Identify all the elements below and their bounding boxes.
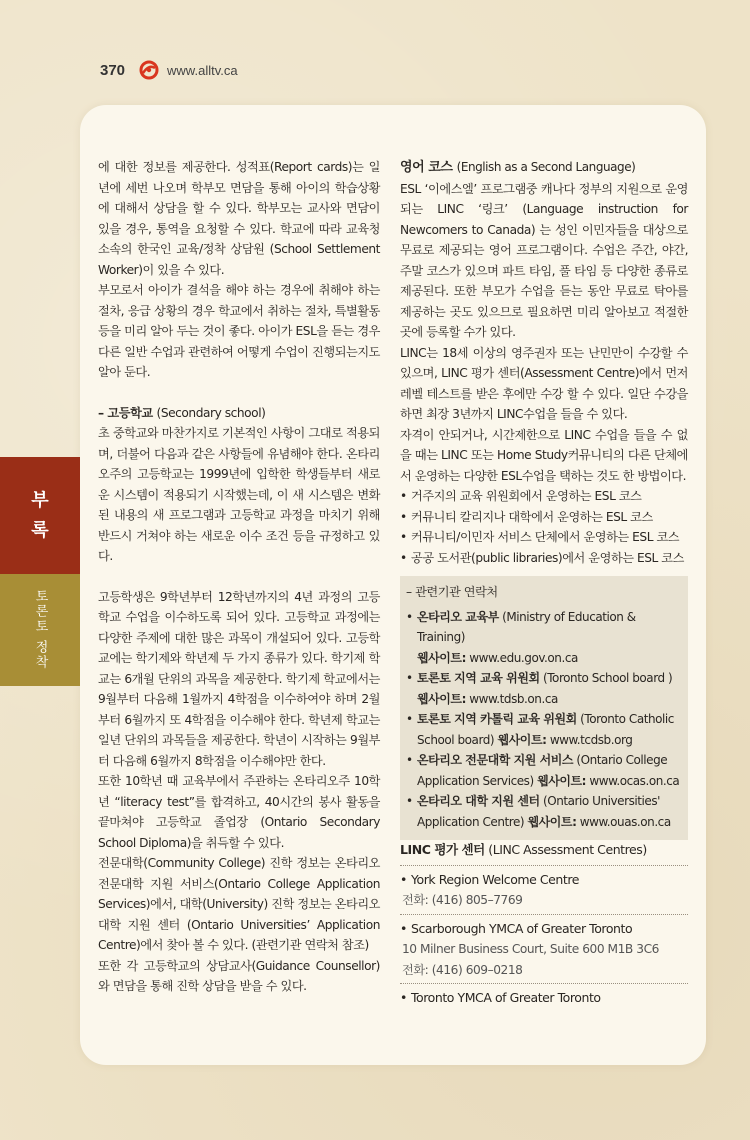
contact-name-en: (Toronto School board ) <box>542 671 673 685</box>
section-char-2: 록 <box>31 519 49 541</box>
heading-ko: – 고등학교 <box>98 405 153 420</box>
contacts-box <box>400 576 688 840</box>
centre-phone <box>400 890 688 911</box>
section-tab <box>0 457 80 574</box>
esl-option-list <box>400 486 688 568</box>
heading-en: (LINC Assessment Centres) <box>488 842 647 857</box>
left-column <box>98 157 380 997</box>
heading-ko: 영어 코스 <box>400 160 453 175</box>
list-item: • 공공 도서관(public libraries)에서 운영하는 ESL 코스 <box>400 548 688 569</box>
heading-en: (English as a Second Language) <box>456 160 636 174</box>
contact-name: 온타리오 전문대학 지원 서비스 <box>417 753 574 767</box>
contact-name-en: (Ministry of Education & Training) <box>417 609 636 644</box>
linc-heading <box>400 840 688 861</box>
page-header <box>100 58 238 82</box>
paragraph: 고등학생은 9학년부터 12학년까지의 4년 과정의 고등학교 수업을 이수하도록 되어 있다. 고등학교 과정에는 다양한 주제에 대한 많은 과목이 개설되어 있다. 고등학교에는 학기제와 학년제 두 가지 종류가 있다. 학기제 학교는 6개월 단위의 과목을 제공한다. 학기제 학교에서는 9월부터 다음해 1월까지 4학점을 이수하여야 하며 2월부터 6월까지 또 4학점을 이수해야 한다. 학년제 학교는 일년 단위의 과목들을 제공한다. 학년이 시작하는 9월부터 다음해 6월까지 8학점을 이수해야만 한다. <box>98 589 380 768</box>
centre-name: • York Region Welcome Centre <box>400 870 688 891</box>
website-label: 웹사이트: <box>527 814 577 829</box>
contact-item <box>406 709 682 750</box>
centre-phone <box>400 960 688 981</box>
contact-name: 온타리오 대학 지원 센터 <box>417 794 540 808</box>
contact-name-en: (Ontario College Application Services) <box>417 753 668 788</box>
alltv-logo-icon <box>139 60 159 80</box>
contact-url[interactable]: www.tdsb.on.ca <box>469 691 558 706</box>
contact-url[interactable]: www.ocas.on.ca <box>589 773 680 788</box>
phone-number: (416) 609–0218 <box>431 962 523 977</box>
heading-ko: LINC 평가 센터 <box>400 842 485 857</box>
contact-item <box>406 607 682 669</box>
page-number: 370 <box>100 61 126 79</box>
linc-centres <box>400 865 688 1012</box>
phone-label: 전화: <box>402 962 429 977</box>
centre-name: • Toronto YMCA of Greater Toronto <box>400 988 688 1009</box>
website-label: 웹사이트: <box>417 691 466 706</box>
esl-heading <box>400 157 688 179</box>
subsection-label: 토론토 정착 <box>32 589 48 671</box>
section-char-1: 부 <box>31 489 49 511</box>
contact-url[interactable]: www.ouas.on.ca <box>579 814 671 829</box>
contact-item <box>406 668 682 709</box>
contact-item <box>406 791 682 832</box>
centre-name: • Scarborough YMCA of Greater Toronto <box>400 919 688 940</box>
list-item: • 커뮤니티 칼리지나 대학에서 운영하는 ESL 코스 <box>400 507 688 528</box>
phone-number: (416) 805–7769 <box>431 893 523 907</box>
paragraph: 자격이 안되거나, 시간제한으로 LINC 수업을 들을 수 없을 때는 LINC 또는 Home Study커뮤니티의 다른 단체에서 운영하는 다양한 ESL수업을 택하는 것도 한 방법이다. <box>400 427 688 483</box>
site-url: www.alltv.ca <box>167 62 238 78</box>
contact-name-en: (Ontario Universities' Application Centre) <box>417 794 660 829</box>
paragraph: 부모로서 아이가 결석을 해야 하는 경우에 취해야 하는 절차, 응급 상황의 경우 학교에서 취하는 절차, 특별활동 등을 미리 알아 두는 것이 좋다. 아이가 ESL을 듣는 경우 다른 일반 수업과 관련하여 어떻게 수업이 진행되는지도 알아 둔다. <box>98 283 380 379</box>
contact-url[interactable]: www.edu.gov.on.ca <box>469 650 578 665</box>
list-item: • 커뮤니티/이민자 서비스 단체에서 운영하는 ESL 코스 <box>400 527 688 548</box>
right-column <box>400 157 688 1012</box>
contacts-title: – 관련기관 연락처 <box>406 585 498 599</box>
paragraph: 전문대학(Community College) 진학 정보는 온타리오 전문대학 지원 서비스(Ontario College Application Services)에서, 대학(University) 진학 정보는 온타리오 대학 지원 센터 (Ontario Universities’ Application Centre)에서 찾아 볼 수 있다. (관련기관 연락처 참조) <box>98 856 381 952</box>
website-label: 웹사이트: <box>417 650 466 665</box>
centre-item <box>400 866 688 914</box>
paragraph: 초 중학교와 마찬가지로 기본적인 사항이 그대로 적용되며, 더불어 다음과 같은 사항들에 유념해야 한다. 온타리오주의 고등학교는 1999년에 입학한 학생들부터 새로운 시스템이 적용되기 시작했는데, 이 새 시스템은 변화된 내용의 새 프로그램과 고등학교 과정을 마치기 위해 반드시 거쳐야 하는 새로운 이수 조건 등을 규정하고 있다. <box>98 426 380 563</box>
subsection-tab <box>0 574 80 686</box>
paragraph: 또한 10학년 때 교육부에서 주관하는 온타리오주 10학년 “literacy test”를 합격하고, 40시간의 봉사 활동을 끝마쳐야 고등학교 졸업장 (Ontario Secondary School Diploma)을 취득할 수 있다. <box>98 774 380 850</box>
contact-name: 토론토 지역 카톨릭 교육 위원회 <box>417 712 577 726</box>
contact-name: 토론토 지역 교육 위원회 <box>417 671 540 685</box>
contact-item <box>406 750 682 791</box>
contacts-list <box>406 607 682 833</box>
contact-url[interactable]: www.tcdsb.org <box>549 732 633 747</box>
contact-name-en: (Toronto Catholic School board) <box>417 712 674 747</box>
section-heading <box>98 403 380 424</box>
contact-name: 온타리오 교육부 <box>417 609 499 624</box>
heading-en: (Secondary school) <box>156 405 266 420</box>
centre-item <box>400 983 688 1012</box>
paragraph: 에 대한 정보를 제공한다. 성적표(Report cards)는 일년에 세번 나오며 학부모 면담을 통해 아이의 학습상황에 대해서 상담을 할 수 있다. 학부모는 교사와 면담이 있을 경우, 통역을 요청할 수 있다. 학교에 따라 교육청 소속의 한국인 교육/정착 상담원 (School Settlement Worker)이 있을 수 있다. <box>98 160 380 277</box>
list-item: • 거주지의 교육 위원회에서 운영하는 ESL 코스 <box>400 486 688 507</box>
paragraph: ESL ‘이에스엘’ 프로그램중 캐나다 정부의 지원으로 운영되는 LINC ‘링크’ (Language instruction for Newcomers to Canada) 는 성인 이민자들을 대상으로 무료로 제공되는 영어 프로그램이다. 수업은 주간, 야간, 주말 코스가 있으며 파트 타임, 풀 타임 등 다양한 종류로 제공된다. 또한 부모가 수업을 듣는 동안 무료로 탁아를 제공하는 곳도 있으므로 필요하면 미리 알아보고 적절한 곳에 등록할 수가 있다. <box>400 181 688 339</box>
phone-label: 전화: <box>402 893 429 907</box>
centre-address: 10 Milner Business Court, Suite 600 M1B 3C6 <box>402 942 659 956</box>
paragraph: LINC는 18세 이상의 영주권자 또는 난민만이 수강할 수 있으며, LINC 평가 센터(Assessment Centre)에서 먼저 레벨 테스트를 받은 후에만 수강 할 수 있다. 일단 수강을 하면 최장 3년까지 LINC수업을 들을 수 있다. <box>400 345 688 421</box>
paragraph: 또한 각 고등학교의 상담교사(Guidance Counsellor)와 면담을 통해 진학 상담을 받을 수 있다. <box>98 958 380 993</box>
website-label: 웹사이트: <box>497 732 547 747</box>
website-label: 웹사이트: <box>537 773 586 788</box>
centre-item <box>400 914 688 984</box>
